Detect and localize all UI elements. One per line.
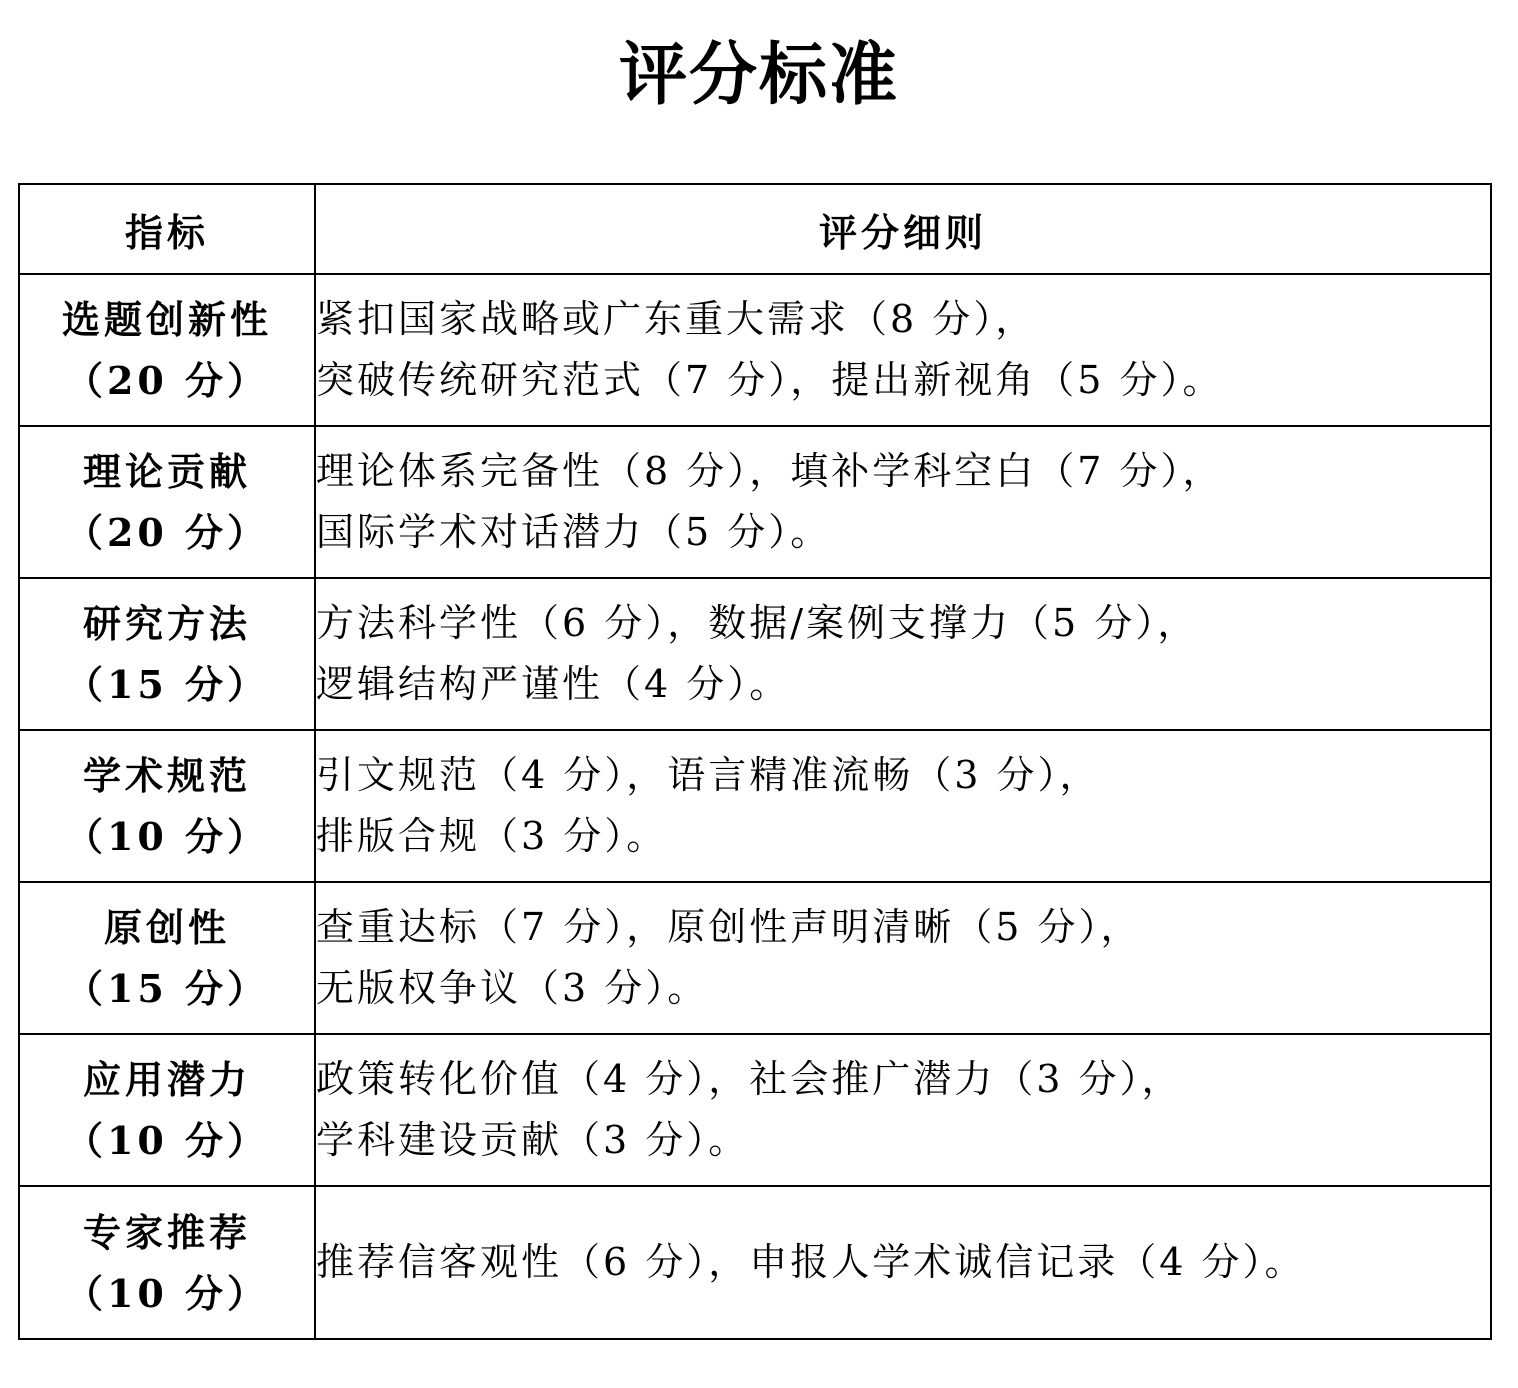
detail-line: 查重达标（7 分），原创性声明清晰（5 分）， bbox=[316, 905, 1142, 949]
detail-cell bbox=[315, 730, 1491, 882]
header-indicator: 指标 bbox=[19, 184, 315, 274]
indicator-cell bbox=[19, 730, 315, 882]
detail-line: 国际学术对话潜力（5 分）。 bbox=[316, 510, 832, 554]
indicator-cell bbox=[19, 426, 315, 578]
detail-line: 无版权争议（3 分）。 bbox=[316, 966, 709, 1010]
detail-line: 紧扣国家战略或广东重大需求（8 分）， bbox=[316, 297, 1037, 341]
detail-line: 排版合规（3 分）。 bbox=[316, 814, 668, 858]
detail-line: 方法科学性（6 分），数据/案例支撑力（5 分）， bbox=[316, 601, 1199, 645]
table-row bbox=[19, 426, 1491, 578]
indicator-name: 专家推荐 bbox=[82, 1209, 251, 1255]
indicator-points: （10 分） bbox=[64, 1270, 270, 1316]
indicator-points: （10 分） bbox=[64, 1118, 270, 1163]
indicator-cell bbox=[19, 1034, 315, 1186]
detail-line: 学科建设贡献（3 分）。 bbox=[316, 1118, 750, 1162]
detail-line: 推荐信客观性（6 分），申报人学术诚信记录（4 分）。 bbox=[316, 1240, 1306, 1284]
indicator-cell bbox=[19, 882, 315, 1034]
header-details: 评分细则 bbox=[315, 184, 1491, 274]
table-row bbox=[19, 1186, 1491, 1339]
detail-cell bbox=[315, 1034, 1491, 1186]
detail-cell bbox=[315, 578, 1491, 730]
table-header-row bbox=[19, 184, 1491, 274]
detail-cell bbox=[315, 1186, 1491, 1339]
indicator-points: （10 分） bbox=[64, 814, 270, 859]
indicator-points: （15 分） bbox=[64, 966, 270, 1011]
indicator-cell bbox=[19, 578, 315, 730]
table-row bbox=[19, 1034, 1491, 1186]
indicator-points: （20 分） bbox=[64, 358, 270, 403]
detail-line: 逻辑结构严谨性（4 分）。 bbox=[316, 662, 791, 706]
table-row bbox=[19, 730, 1491, 882]
detail-line: 理论体系完备性（8 分），填补学科空白（7 分）， bbox=[316, 449, 1224, 493]
table-row bbox=[19, 882, 1491, 1034]
detail-line: 引文规范（4 分），语言精准流畅（3 分）， bbox=[316, 753, 1101, 797]
indicator-points: （20 分） bbox=[64, 510, 270, 555]
table-row bbox=[19, 274, 1491, 426]
detail-cell bbox=[315, 882, 1491, 1034]
indicator-name: 选题创新性 bbox=[61, 297, 272, 342]
indicator-name: 学术规范 bbox=[82, 753, 251, 798]
indicator-cell bbox=[19, 1186, 315, 1339]
detail-cell bbox=[315, 274, 1491, 426]
indicator-name: 应用潜力 bbox=[82, 1057, 251, 1102]
table-row bbox=[19, 578, 1491, 730]
detail-line: 突破传统研究范式（7 分），提出新视角（5 分）。 bbox=[316, 358, 1224, 402]
scoring-table bbox=[18, 183, 1492, 1340]
detail-cell bbox=[315, 426, 1491, 578]
indicator-points: （15 分） bbox=[64, 662, 270, 707]
detail-line: 政策转化价值（4 分），社会推广潜力（3 分）， bbox=[316, 1057, 1183, 1101]
indicator-name: 原创性 bbox=[103, 905, 230, 950]
indicator-cell bbox=[19, 274, 315, 426]
indicator-name: 研究方法 bbox=[82, 601, 251, 646]
indicator-name: 理论贡献 bbox=[82, 449, 251, 494]
page-title: 评分标准 bbox=[618, 35, 899, 115]
